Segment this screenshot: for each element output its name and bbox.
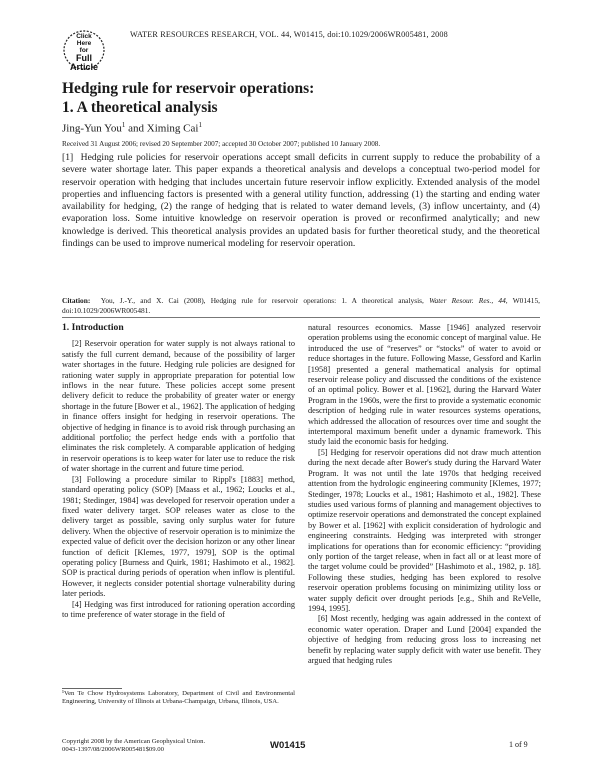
logo-line4: Full [76,53,92,63]
logo-line3: for [79,47,89,54]
author-2: and Ximing Cai [125,122,199,135]
citation-text: You, J.-Y., and X. Cai (2008), Hedging rule for reservoir operations: 1. A theoretical analysis, [100,296,424,305]
abstract-para-number: [1] [62,152,74,163]
author-list [62,121,202,135]
copyright [62,738,295,755]
paragraph-4: [4] Hedging was first introduced for rationing operation according to time preference of water storage in the field of [62,599,295,619]
citation-label: Citation: [62,296,91,305]
click-here-full-article-logo[interactable] [62,28,106,74]
title-line-1: Hedging rule for reservoir operations: [62,80,315,97]
publication-dates: Received 31 August 2006; revised 20 September 2007; accepted 30 October 2007; published 10 January 2008. [62,140,381,148]
footnote-rule [62,688,122,689]
paragraph-2: [2] Reservoir operation for water supply is not always rational to satisfy the full current demand, because of the possibility of larger water shortages in the future. Hedging rule policies are designed for rationing water supply in appropriate preparation for potential low inflows in the near future. These policies accept some present delivery deficit to reduce the probability of greater water or energy shortage in the future [Bower et al., 1962]. The application of hedging in finance offers insight for hedging in reservoir operations. The objective of hedging in finance is to avoid risk through purchasing an additional portfolio; the perfect hedge ends with a portfolio that eliminates the risk completely. A comparable application of hedging in reservoir operations is to keep water for later use to reduce the risk of water shortage in the current and future time period. [62,339,296,474]
paragraph-3: [3] Following a procedure similar to Rippl's [1883] method, standard operating policy (SOP) [Maass et al., 1962; Loucks et al., 1981; Stedinger, 1984] was developed for reservoir operation under a fixed water delivery target. SOP releases water as close to the delivery target as possible, saving only surplus water for future delivery. When the objective of reservoir operation is to minimize the expected value of deficit over the decision horizon or any other linear function of deficit [Klemes, 1977, 1979], SOP is the optimal operating policy [Burness and Quirk, 1981; Hashimoto et al., 1982]. SOP is practical during periods of operation when inflow is plentiful. However, it neglects consider potential shortage vulnerability during later periods. [62,474,295,599]
citation-tail: W01415, doi:10.1029/2006WR005481. [62,296,540,315]
author-2-affil: 1 [198,121,202,129]
abstract [62,152,540,250]
citation [62,296,540,316]
author-1: Jing-Yun You [62,122,122,135]
citation-journal: Water Resour. Res., 44, [429,296,508,305]
section-heading-introduction: 1. Introduction [62,322,124,333]
section-divider [62,317,540,318]
left-column [62,323,295,620]
abstract-text: Hedging rule policies for reservoir operations accept small deficits in current supply to reduce the probability of a severe water shortage later. This paper expands a theoretical analysis and develops a conceptual two-period model for reservoir operation with hedging that includes uncertain future reservoir inflow explicitly. Extended analysis of the model properties and influencing factors is presented with a general utility function, addressing (1) the starting and ending water availability for hedging, (2) the range of hedging that is related to water demand levels, (3) inflow uncertainty, and (4) evaporation loss. Some intuitive knowledge on reservoir operation is proved or reconfirmed analytically; and new knowledge is derived. This theoretical analysis provides an updated basis for further theoretical study, and the theoretical findings can be used to improve numerical modeling for reservoir operation. [62,152,540,250]
paragraph-4-continued: natural resources economics. Masse [1946] analyzed reservoir operation problems using the economic concept of marginal value. He introduced the use of “reserves” or “stocks” of water to avoid or reduce shortages in the future. Following Masse, Gessford and Karlin [1958] presented a general mathematical analysis for optimal reservoir release policy and discussed the conditions of the existence of an optimal policy. Bower et al. [1962], during the Harvard Water Program in the 1960s, were the first to provide a systematic economic description of hedging rule in water resources systems operations, which addressed the allocation of resources over time and sought the intertemporal maximum benefit under a dynamic framework. This study laid the economic basis for hedging. [308,323,542,447]
paragraph-5: [5] Hedging for reservoir operations did not draw much attention during the next decade after Bower's study during the Harvard Water Program. It was not until the late 1970s that hedging received attention from the hydrologic engineering community [Klemes, 1977; Stedinger, 1978; Loucks et al., 1981; Hashimoto et al., 1982]. These studies used various forms of planning and management objectives to optimize reservoir operations and demonstrated the concept explained by Bower et al. [1962] with explicit consideration of hydrologic and engineering constraints. Hedging was interpreted with stronger implications for operations than for economic efficiency: “providing only portion of the target release, when in fact all or at least more of the target volume could be provided” [Hashimoto et al., 1982, p. 18]. Following these studies, hedging has been explored to resolve reservoir operation problems focusing on minimizing utility loss or water supply deficit over drought periods [e.g., Shih and ReVelle, 1994, 1995]. [308,447,541,613]
affiliation-footnote: ¹Ven Te Chow Hydrosystems Laboratory, Department of Civil and Environmental Engineering, University of Illinois at Urbana-Champaign, Urbana, Illinois, USA. [62,690,295,706]
page-number: 1 of 9 [509,740,528,749]
running-head: WATER RESOURCES RESEARCH, VOL. 44, W01415, doi:10.1029/2006WR005481, 2008 [130,30,448,39]
copyright-line-2: 0043-1397/08/2006WR005481$09.00 [62,746,164,754]
article-title [62,79,314,117]
article-id: W01415 [270,740,306,751]
logo-line1: Click [76,33,92,40]
paragraph-6: [6] Most recently, hedging was again addressed in the context of economic water operation. Draper and Lund [2004] expanded the objective of hedging from reducing gross loss to increasing net benefit by replacing water supply deficit with water use benefit. They argued that hedging rules [308,614,541,665]
title-line-2: 1. A theoretical analysis [62,99,218,116]
copyright-line-1: Copyright 2008 by the American Geophysical Union. [62,738,206,745]
logo-line5: Article [69,62,99,72]
right-column [308,323,541,666]
author-1-affil: 1 [121,121,126,129]
logo-line2: Here [76,40,92,47]
